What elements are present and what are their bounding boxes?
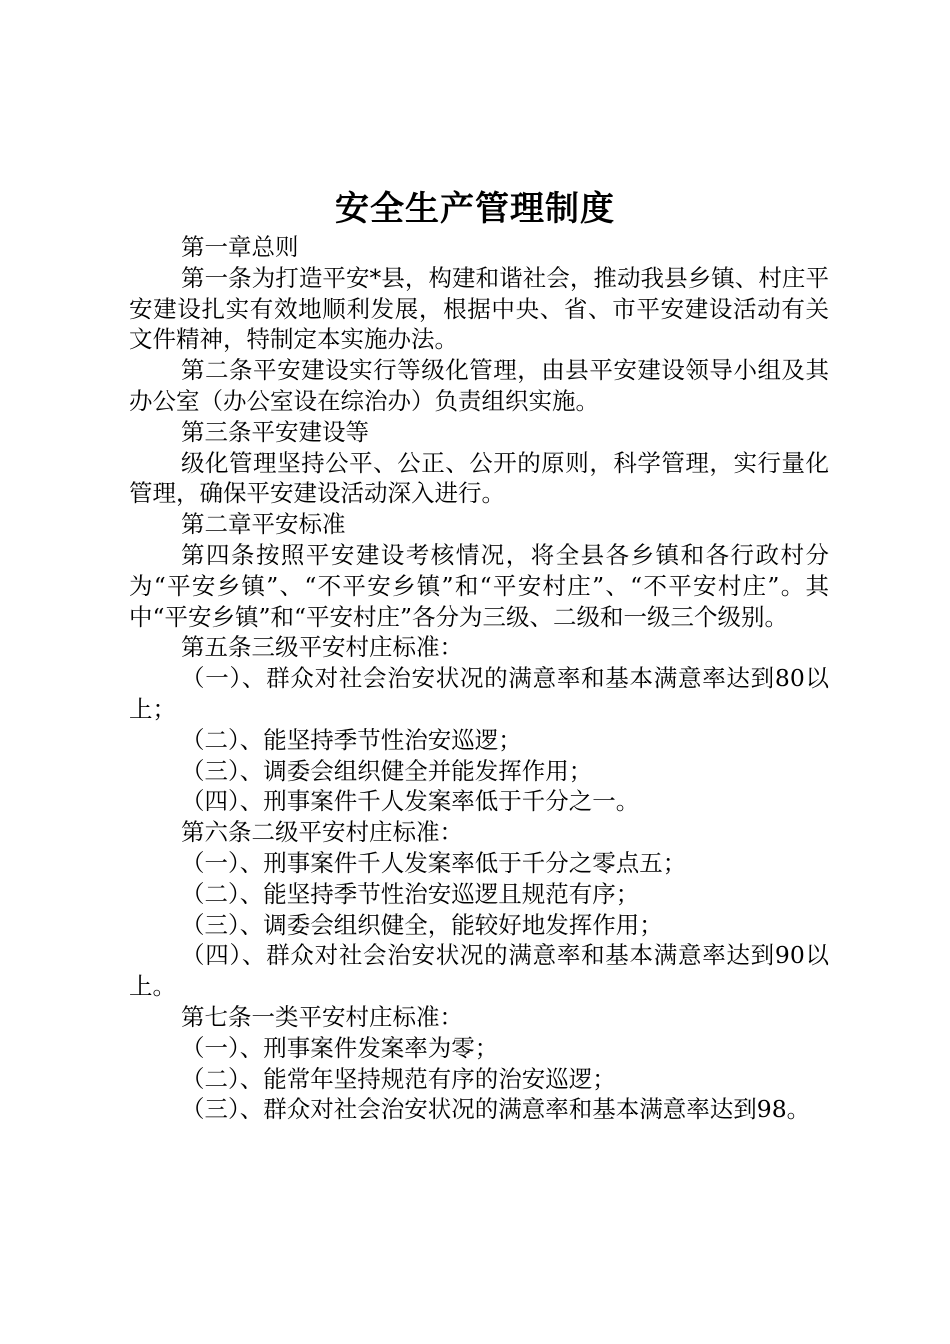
chapter-heading: 第一章总则 bbox=[181, 233, 299, 261]
list-item: （四）、群众对社会治安状况的满意率和基本满意率达到90以上。 bbox=[129, 941, 829, 1001]
document-body bbox=[129, 232, 829, 1125]
chapter-heading: 第二章平安标准 bbox=[181, 510, 346, 539]
article-paragraph: 第一条为打造平安*县，构建和谐社会，推动我县乡镇、村庄平安建设扎实有效地顺利发展，根据中央、省、市平安建设活动有关文件精神，特制定本实施办法。 bbox=[129, 263, 829, 354]
article-paragraph: 第六条二级平安村庄标准： bbox=[181, 818, 463, 847]
article-paragraph: 第三条平安建设等 bbox=[181, 417, 369, 446]
list-item: （一）、刑事案件发案率为零； bbox=[181, 1033, 499, 1062]
list-item: （三）、群众对社会治安状况的满意率和基本满意率达到98。 bbox=[181, 1095, 811, 1124]
article-paragraph: 第二条平安建设实行等级化管理，由县平安建设领导小组及其办公室（办公室设在综治办）负责组织实施。 bbox=[129, 356, 829, 415]
list-item: （二）、能坚持季节性治安巡逻且规范有序； bbox=[181, 879, 640, 908]
article-paragraph: 级化管理坚持公平、公正、公开的原则，科学管理，实行量化管理，确保平安建设活动深入进行。 bbox=[129, 448, 829, 508]
list-item: （三）、调委会组织健全并能发挥作用； bbox=[181, 756, 593, 785]
list-item: （二）、能常年坚持规范有序的治安巡逻； bbox=[181, 1064, 616, 1093]
article-paragraph: 第七条一类平安村庄标准： bbox=[181, 1002, 463, 1031]
list-item: （二）、能坚持季节性治安巡逻； bbox=[181, 725, 522, 754]
article-paragraph: 第五条三级平安村庄标准： bbox=[181, 633, 463, 662]
article-paragraph: 第四条按照平安建设考核情况，将全县各乡镇和各行政村分为“平安乡镇”、“不平安乡镇”和“平安村庄”、“不平安村庄”。其中“平安乡镇”和“平安村庄”各分为三级、二级和一级三个级别。 bbox=[129, 540, 829, 631]
list-item: （一）、刑事案件千人发案率低于千分之零点五； bbox=[181, 848, 687, 877]
list-item: （一）、群众对社会治安状况的满意率和基本满意率达到80以上； bbox=[129, 664, 829, 723]
document-title: 安全生产管理制度 bbox=[335, 189, 615, 229]
list-item: （四）、刑事案件千人发案率低于千分之一。 bbox=[181, 787, 640, 816]
list-item: （三）、调委会组织健全，能较好地发挥作用； bbox=[181, 910, 663, 939]
